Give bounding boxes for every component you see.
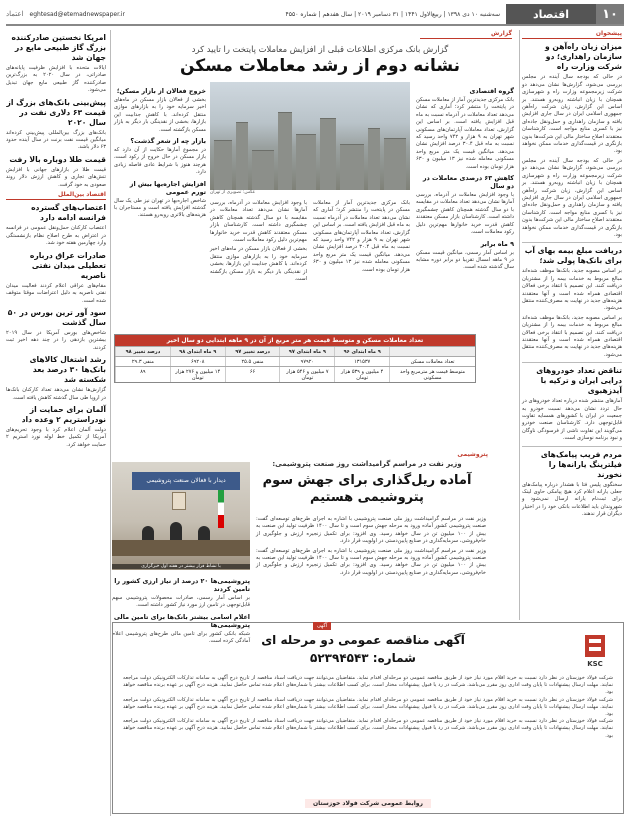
building-shape — [236, 122, 248, 190]
column-divider — [110, 30, 111, 816]
main-col-text: شاخص اجاره‌بها در تهران نیز طی یک سال گذشته افزایش یافته است و مستاجران با هزینه‌های بالاتری روبه‌رو هستند. — [114, 197, 206, 219]
advert-badge: آگهی — [313, 622, 331, 630]
divider — [522, 446, 622, 447]
table-cell: ۸۹ — [115, 367, 170, 382]
left-item-headline: قیمت طلا دوباره بالا رفت — [9, 154, 106, 164]
second-story-body — [256, 516, 486, 616]
meeting-photo — [112, 462, 250, 570]
advert-text-cont: شرکت فولاد خوزستان در نظر دارد نسبت به خرید اقلام مورد نیاز خود از طریق مناقصه عمومی دو مرحله‌ای اقدام نماید. متقاضیان می‌توانند جهت دریافت اسناد مناقصه از تاریخ درج آگهی به سامانه تدارکات الکترونیکی دولت مراجعه نمایند. مهلت ارسال پیشنهادات تا پایان وقت اداری روز مقرر می‌باشد. شرکت در رد یا قبول پیشنهادات مختار است. برای کسب اطلاعات بیشتر با شماره‌های اعلام شده تماس حاصل نمایید. هزینه درج آگهی بر عهده برنده مناقصه خواهد بود. — [123, 696, 613, 718]
brand-logo: اعتماد — [6, 10, 24, 18]
second-story-tag: پتروشیمی — [457, 451, 488, 458]
main-col-text: بخشی از فعالان بازار مسکن در ماه‌های اخیر سرمایه خود را به بازارهای موازی منتقل کرده‌اند. با کاهش جذابیت این بازارها، بخشی از نقدینگی بار دیگر به بازار مسکن بازگشته است. — [114, 97, 206, 133]
table-cell: متوسط قیمت هر مترمربع واحد مسکونی — [389, 367, 475, 382]
main-col-heading: گروه اقتصادی — [469, 87, 514, 95]
table-cell: ۴ میلیون و ۵۳۹ هزار تومان — [334, 367, 389, 382]
left-item-body: ایالات متحده با افزایش ظرفیت پایانه‌های صادراتی، در سال ۲۰۲۰ به بزرگ‌ترین صادرکننده گاز طبیعی مایع جهان تبدیل می‌شود. — [6, 65, 106, 94]
divider — [522, 242, 622, 243]
divider — [522, 362, 622, 363]
right-item-body: در حالی که بودجه سال آینده در مجلس بررسی می‌شود، گزارش‌ها نشان می‌دهد دو شرکت زیرمجموعه وزارت راه و شهرسازی همچنان با زیان انباشته روبه‌رو هستند. بر اساس این گزارش، زیان شرکت راه‌آهن جمهوری اسلامی ایران در سال جاری افزایش یافته و سازمان راهداری و حمل‌ونقل جاده‌ای نیز با کسری منابع مواجه است. کارشناسان معتقدند اصلاح ساختار مالی این شرکت‌ها بدون بازنگری در قیمت‌گذاری خدمات ممکن نخواهد بود. — [522, 74, 622, 155]
left-item-body: بانک‌های بزرگ بین‌المللی پیش‌بینی کرده‌اند میانگین قیمت نفت برنت در سال آینده حدود ۶۳ دلار باشد. — [6, 129, 106, 151]
table-cell: منفی ۲۵.۵ — [225, 357, 280, 366]
company-logo-icon — [577, 631, 613, 671]
main-col-text: در مجموع آمارها حکایت از آن دارد که بازار مسکن در حال خروج از رکود است، هرچند هنوز با شرایط عادی فاصله زیادی دارد. — [114, 147, 206, 176]
left-item-headline: اعتصاب‌های گسترده فرانسه ادامه دارد — [31, 203, 106, 223]
right-item-body: سخنگوی پلیس فتا با هشدار درباره پیامک‌های جعلی یارانه اعلام کرد هیچ پیامکی حاوی لینک برای ثبت‌نام یارانه ارسال نمی‌شود و شهروندان باید اطلاعات بانکی خود را در اختیار دیگران قرار ندهند. — [522, 481, 622, 518]
main-story-col-a — [416, 84, 514, 328]
tender-advert[interactable] — [112, 622, 624, 814]
left-item-headline: پیش‌بینی بانک‌های بزرگ از قیمت ۶۳ دلاری نفت در سال ۲۰۲۰ — [6, 97, 106, 127]
masthead-date: سه‌شنبه ۱۰ دی ۱۳۹۸ | ربیع‌الاول ۱۴۴۱ | ۳۱ دسامبر ۲۰۱۹ | سال هفدهم | شماره ۴۵۵۰ — [285, 10, 500, 18]
logo-text: KSC — [587, 660, 603, 668]
logo-shape — [589, 647, 601, 651]
advert-body — [123, 675, 613, 740]
main-story-col-mid — [210, 200, 410, 328]
main-col-text: بر اساس آمار رسمی، میانگین قیمت مسکن در ۹ ماهه امسال تقریبا دو برابر دوره مشابه سال گذشته شده است. — [416, 249, 514, 271]
right-item-headline: میزان زیان راه‌آهن و سازمان راهداری؛ دو شرکت وزارت راه — [545, 42, 622, 72]
right-item-headline: تناقض تعداد خودروهای درایی ایران و ترکیه با آیدزهبوی — [536, 366, 622, 396]
table-cell: منفی ۲۹.۳ — [115, 357, 170, 366]
table-header-row — [115, 346, 475, 356]
table-header-cell: درصد تغییر ۹۸ — [115, 347, 170, 356]
main-story-col-c — [114, 84, 206, 328]
masthead-email[interactable]: eghtesad@etemadnewspaper.ir — [29, 10, 126, 18]
building-shape — [252, 150, 274, 190]
building-shape — [214, 140, 232, 190]
meeting-banner: دیدار با فعالان صنعت پتروشیمی — [132, 472, 240, 490]
meeting-table — [112, 540, 250, 556]
meeting-photo-caption: با نشاط فرار بیشتر در هفته اول خبرگزاری — [112, 564, 250, 569]
table-header-cell — [389, 347, 475, 356]
mid-item-headline: اعلام اسامی بیشتر بانک‌ها برای تامین مالی پتروشیمی‌ها — [113, 612, 250, 629]
left-item-body: مقام‌های عراقی اعلام کردند فعالیت میدان نفتی ناصریه به دلیل اعتراضات موقتا متوقف شده است. — [6, 282, 106, 304]
table-row — [115, 356, 475, 366]
table-row — [115, 366, 475, 382]
left-item-body: دولت آلمان اعلام کرد با وجود تحریم‌های آمریکا از تکمیل خط لوله نورد استریم ۲ حمایت خواهد کرد. — [6, 426, 106, 448]
right-column — [522, 30, 622, 630]
masthead — [6, 4, 624, 26]
right-item-body: آمارهای منتشر شده درباره تعداد خودروهای در حال تردد نشان می‌دهد نسبت خودرو به جمعیت در ایران با کشورهای همسایه تفاوت قابل‌توجهی دارد. کارشناسان صنعت خودرو می‌گویند این تفاوت ناشی از فرسودگی ناوگان و نبود برنامه نوسازی است. — [522, 398, 622, 442]
mid-lower-items — [112, 574, 250, 645]
main-story-kicker: گزارش بانک مرکزی اطلاعات قبلی از افزایش معاملات پایتخت را تایید کرد — [191, 44, 449, 54]
portrait-frame — [172, 492, 186, 510]
advert-text-cont: شرکت فولاد خوزستان در نظر دارد نسبت به خرید اقلام مورد نیاز خود از طریق مناقصه عمومی دو مرحله‌ای اقدام نماید. متقاضیان می‌توانند جهت دریافت اسناد مناقصه از تاریخ درج آگهی به سامانه تدارکات الکترونیکی دولت مراجعه نمایند. مهلت ارسال پیشنهادات تا پایان وقت اداری روز مقرر می‌باشد. شرکت در رد یا قبول پیشنهادات مختار است. برای کسب اطلاعات بیشتر با شماره‌های اعلام شده تماس حاصل نمایید. هزینه درج آگهی بر عهده برنده مناقصه خواهد بود. — [123, 718, 613, 739]
left-item-body: گزارش‌ها نشان می‌دهد تعداد کارکنان بانک‌ها در اروپا طی سال گذشته کاهش یافته است. — [6, 387, 106, 401]
main-col-text: بخشی از فعالان بازار مسکن در ماه‌های اخیر سرمایه خود را به بازارهای موازی منتقل کرده‌اند. با کاهش جذابیت این بازارها، بخشی از نقدینگی بار دیگر به بازار مسکن بازگشته است. — [210, 246, 307, 283]
mid-item-headline: پتروشیمی‌ها ۲۰ درصد از نیاز ارزی کشور را تامین کردند — [114, 577, 250, 593]
left-item-headline: امریکا نخستین صادرکننده بزرگ گاز طبیعی مایع در جهان شد — [11, 33, 106, 62]
left-item-body: اعتصاب کارکنان حمل‌ونقل عمومی در فرانسه در اعتراض به طرح اصلاح نظام بازنشستگی وارد چهارمین هفته خود شد. — [6, 225, 106, 247]
second-story-kicker: وزیر نفت در مراسم گرامیداشت روز صنعت پتروشیمی: — [272, 460, 462, 468]
building-shape — [384, 138, 406, 190]
city-photo — [210, 82, 410, 190]
left-item-body: شاخص‌های بورس آمریکا در سال ۲۰۱۹ بیشترین بازدهی را در چند دهه اخیر ثبت کردند. — [6, 329, 106, 351]
left-column — [6, 30, 106, 816]
main-col-heading: ۹ ماه برابر — [480, 239, 514, 248]
logo-shape — [585, 635, 605, 657]
left-item-headline: رشد اشتغال کالاهای بانک‌ها ۳۰ درصد بعد شکسته شد — [29, 355, 106, 385]
main-col-text: با وجود افزایش معاملات در آذرماه، بررسی آمارها نشان می‌دهد تعداد معاملات در مقایسه با دو سال گذشته همچنان کاهش چشمگیری داشته است. کارشناسان بازار مسکن معتقدند کاهش قدرت خرید خانوارها مهم‌ترین دلیل رکود معاملات است. — [416, 192, 514, 236]
advert-title: آگهی مناقصه عمومی دو مرحله ای — [261, 633, 465, 647]
main-col-text: بانک مرکزی جدیدترین آمار از معاملات مسکن در پایتخت را منتشر کرد؛ آماری که نشان می‌دهد تعداد معاملات در آذرماه نسبت به ماه قبل افزایش یافته است. بر اساس این گزارش، تعداد معاملات آپارتمان‌های مسکونی شهر تهران به ۹ هزار و ۷۴۲ واحد رسید که نسبت به ماه قبل ۳۰.۴ درصد افزایش نشان می‌دهد. میانگین قیمت یک متر مربع واحد مسکونی معامله شده نیز ۱۳ میلیون و ۶۳۰ هزار تومان بوده است. — [313, 200, 410, 273]
advert-signature — [113, 800, 623, 807]
left-item-headline: آلمان برای حمایت از نودراستریم ۲ وعده داد — [21, 404, 106, 424]
building-shape — [278, 112, 292, 190]
main-col-heading: کاهش ۶۳ درصدی معاملات در دو سال — [422, 174, 514, 191]
main-col-text: بانک مرکزی جدیدترین آمار از معاملات مسکن در پایتخت را منتشر کرد؛ آماری که نشان می‌دهد تعداد معاملات در آذرماه نسبت به ماه قبل افزایش یافته است. بر اساس این گزارش، تعداد معاملات آپارتمان‌های مسکونی شهر تهران به ۹ هزار و ۷۴۲ واحد رسید که نسبت به ماه قبل ۳۰.۴ درصد افزایش نشان می‌دهد. میانگین قیمت یک متر مربع واحد مسکونی معامله شده نیز ۱۳ میلیون و ۶۳۰ هزار تومان بوده است. — [416, 97, 515, 170]
page-number: ۱۰ — [596, 4, 624, 24]
table-cell: ۷ میلیون و ۵۴۶ هزار تومان — [279, 367, 334, 382]
left-item-headline: صادرات عراق درباره تعطیلی میدان نفتی ناصریه — [29, 250, 106, 280]
masthead-info — [24, 11, 506, 18]
table-header-cell: ۹ ماه ابتدای ۹۷ — [279, 347, 334, 356]
right-item-body: بر اساس مصوبه جدید، بانک‌ها موظف شده‌اند مبالغ مربوط به خدمات بیمه را از مشتریان دریافت کنند. این تصمیم با انتقاد برخی فعالان اقتصادی همراه شده است و آنها معتقدند هزینه‌های جدید در نهایت به مصرف‌کننده منتقل می‌شود. — [522, 268, 622, 312]
table-cell: تعداد معاملات مسکن — [389, 357, 475, 366]
table-cell: ۹۷۹۲۰ — [279, 357, 334, 366]
table-header-cell: ۹ ماه ابتدای ۹۶ — [334, 347, 389, 356]
city-photo-caption: عکس: تصویری از تهران — [210, 190, 256, 195]
building-shape — [340, 144, 364, 190]
flag-icon — [218, 490, 224, 528]
table-header-cell: ۹ ماه ابتدای ۹۸ — [170, 347, 225, 356]
table-cell: ۶۹۲۰۸ — [170, 357, 225, 366]
main-col-text: با وجود افزایش معاملات در آذرماه، بررسی آمارها نشان می‌دهد تعداد معاملات در مقایسه با دو سال گذشته همچنان کاهش چشمگیری داشته است. کارشناسان بازار مسکن معتقدند کاهش قدرت خرید خانوارها مهم‌ترین دلیل رکود معاملات است. — [210, 200, 307, 244]
table-cell: ۶۶ — [225, 367, 280, 382]
second-story-text: وزیر نفت در مراسم گرامیداشت روز ملی صنعت پتروشیمی با اشاره به اجرای طرح‌های توسعه‌ای گفت: صنعت پتروشیمی کشور آماده ورود به مرحله جهش سوم است و تا سال ۱۴۰۰ ظرفیت تولید این صنعت به بیش از ۱۰۰ میلیون تن در سال خواهد رسید. وی افزود: برای تکمیل زنجیره ارزش و جلوگیری از خام‌فروشی، سرمایه‌گذاری در صنایع پایین‌دستی در اولویت قرار دارد. — [256, 516, 486, 545]
table-header-cell: درصد تغییر ۹۷ — [225, 347, 280, 356]
building-shape — [368, 128, 380, 190]
right-item-headline: مردم فریب پیامک‌های فیلترینگ یارانه‌ها را نخورند — [540, 449, 622, 479]
left-column-tag: اقتصاد بین‌الملل — [6, 191, 106, 200]
mid-item-body: بر اساس آمار رسمی، صادرات محصولات پتروشیمی سهم قابل‌توجهی در تامین ارز مورد نیاز کشور داشته است. — [112, 595, 250, 609]
second-story-text-cont: وزیر نفت در مراسم گرامیداشت روز ملی صنعت پتروشیمی با اشاره به اجرای طرح‌های توسعه‌ای گفت: صنعت پتروشیمی کشور آماده ورود به مرحله جهش سوم است و تا سال ۱۴۰۰ ظرفیت تولید این صنعت به بیش از ۱۰۰ میلیون تن در سال خواهد رسید. وی افزود: برای تکمیل زنجیره ارزش و جلوگیری از خام‌فروشی، سرمایه‌گذاری در صنایع پایین‌دستی در اولویت قرار دارد. — [256, 547, 486, 576]
advert-number: شماره: ۵۲۳۹۴۵۴۳ — [310, 651, 416, 665]
table-title: تعداد معاملات مسکن و متوسط قیمت هر متر مربع از آن در ۹ ماهه ابتدایی دو سال اخیر — [115, 335, 475, 346]
section-label: اقتصاد — [506, 4, 596, 24]
building-shape — [320, 118, 336, 190]
main-story-headline[interactable]: نشانه دوم از رشد معاملات مسکن — [179, 56, 461, 76]
main-col-heading: خروج فعالان از بازار مسکن؛ — [116, 87, 206, 95]
left-item-headline: سود آور ترین بورس در ۵۰ سال گذشت — [7, 307, 106, 327]
right-item-headline: دریافت مبلغ بیمه بهای آب برای بانک‌ها پولی شد؛ — [524, 246, 622, 266]
second-story-headline[interactable]: آماده ریل‌گذاری برای جهش سوم پتروشیمی هستیم — [262, 473, 472, 505]
mid-item-body: شبکه بانکی کشور برای تامین مالی طرح‌های پتروشیمی اعلام آمادگی کرده است. — [112, 630, 250, 645]
logo-shape — [589, 639, 601, 643]
column-divider — [519, 30, 520, 620]
main-col-heading: افزایش اجاره‌بها بیش از تورم عمومی — [129, 179, 206, 196]
main-story-tag: گزارش — [420, 30, 512, 39]
main-col-heading: بازار چه از شعر گذشت؟ — [130, 137, 206, 146]
right-column-tag: پیشخوان — [522, 30, 622, 39]
left-item-body: قیمت طلا در بازارهای جهانی با افزایش تنش‌های تجاری و کاهش ارزش دلار روند صعودی به خود گرفت. — [6, 166, 106, 188]
right-item-body-cont: بر اساس مصوبه جدید، بانک‌ها موظف شده‌اند مبالغ مربوط به خدمات بیمه را از مشتریان دریافت کنند. این تصمیم با انتقاد برخی فعالان اقتصادی همراه شده است و آنها معتقدند هزینه‌های جدید در نهایت به مصرف‌کننده منتقل می‌شود. — [522, 314, 622, 358]
table-cell: ۱۴ میلیون و ۲۷۶ هزار تومان — [170, 367, 225, 382]
advert-text: شرکت فولاد خوزستان در نظر دارد نسبت به خرید اقلام مورد نیاز خود از طریق مناقصه عمومی دو مرحله‌ای اقدام نماید. متقاضیان می‌توانند جهت دریافت اسناد مناقصه از تاریخ درج آگهی به سامانه تدارکات الکترونیکی دولت مراجعه نمایند. مهلت ارسال پیشنهادات تا پایان وقت اداری روز مقرر می‌باشد. شرکت در رد یا قبول پیشنهادات مختار است. برای کسب اطلاعات بیشتر با شماره‌های اعلام شده تماس حاصل نمایید. هزینه درج آگهی بر عهده برنده مناقصه خواهد بود. — [123, 675, 613, 696]
advert-signature-text: روابط عمومی شرکت فولاد خوزستان — [305, 799, 431, 808]
price-table — [114, 334, 476, 383]
building-shape — [296, 134, 316, 190]
table-cell: ۱۳۱۵۳۷ — [334, 357, 389, 366]
right-item-body-cont: در حالی که بودجه سال آینده در مجلس بررسی می‌شود، گزارش‌ها نشان می‌دهد دو شرکت زیرمجموعه وزارت راه و شهرسازی همچنان با زیان انباشته روبه‌رو هستند. بر اساس این گزارش، زیان شرکت راه‌آهن جمهوری اسلامی ایران در سال جاری افزایش یافته و سازمان راهداری و حمل‌ونقل جاده‌ای نیز با کسری منابع مواجه است. کارشناسان معتقدند اصلاح ساختار مالی این شرکت‌ها بدون بازنگری در قیمت‌گذاری خدمات ممکن نخواهد بود. — [522, 157, 622, 238]
